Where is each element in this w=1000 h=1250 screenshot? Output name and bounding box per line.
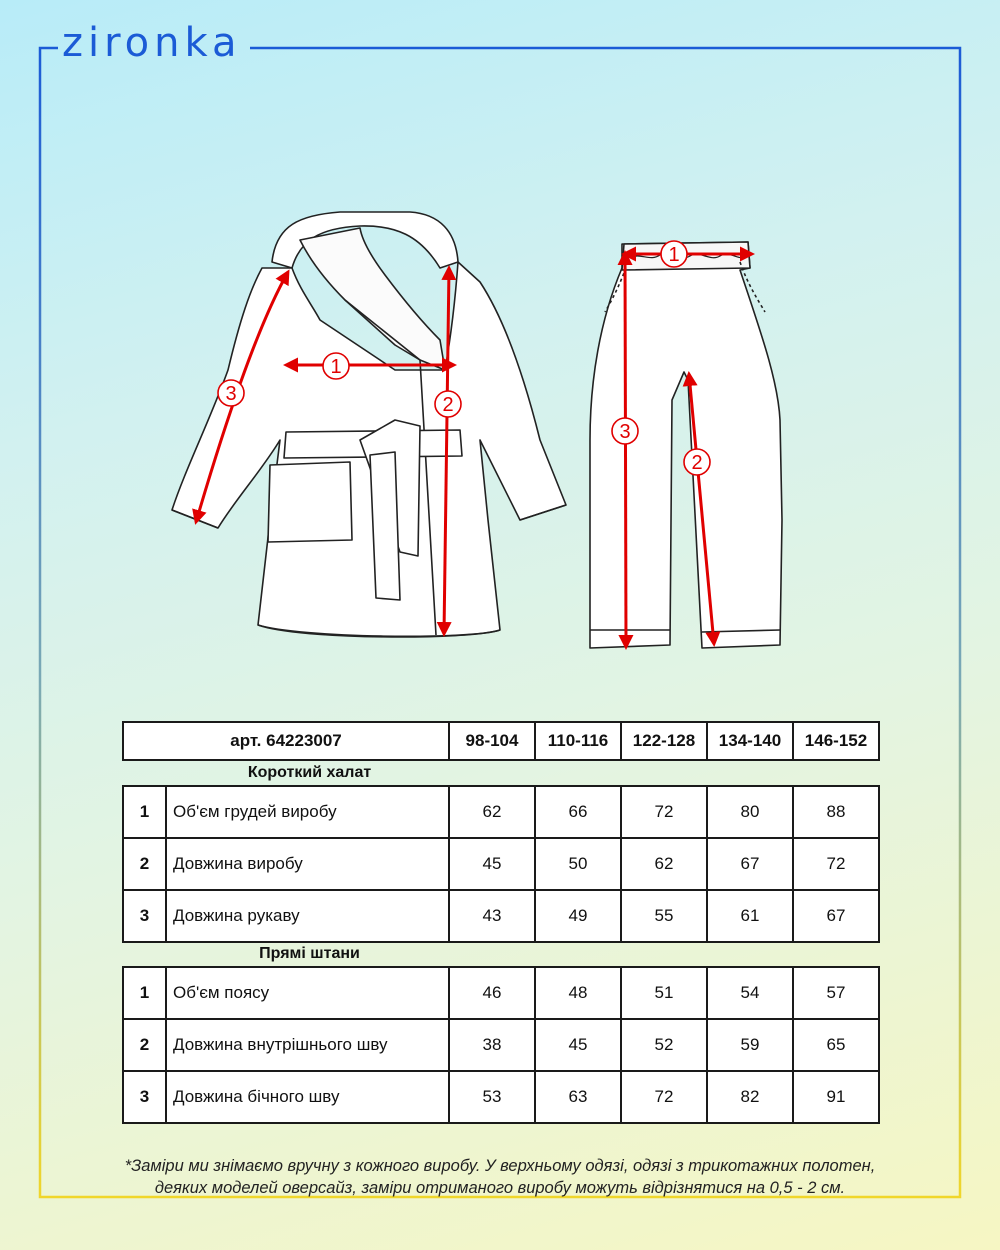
pants-outline [590, 242, 782, 648]
svg-text:1: 1 [330, 356, 342, 378]
measure-value: 38 [449, 1019, 535, 1071]
measure-label: Довжина бічного шву [166, 1071, 449, 1123]
measure-value: 45 [535, 1019, 621, 1071]
table-row [123, 838, 879, 890]
table-row [123, 786, 879, 838]
measure-label: Об'єм грудей виробу [166, 786, 449, 838]
row-number: 2 [123, 1019, 166, 1071]
measure-value: 63 [535, 1071, 621, 1123]
svg-text:3: 3 [225, 383, 237, 405]
measure-value: 67 [707, 838, 793, 890]
size-header: 122-128 [621, 722, 707, 760]
robe-size-table [122, 785, 880, 943]
row-number: 1 [123, 786, 166, 838]
table-row [123, 890, 879, 942]
measure-value: 66 [535, 786, 621, 838]
size-header: 134-140 [707, 722, 793, 760]
measure-value: 62 [449, 786, 535, 838]
svg-text:2: 2 [442, 394, 454, 416]
size-header-table [122, 721, 880, 761]
brand-logo: zironka [62, 20, 242, 66]
size-header: 110-116 [535, 722, 621, 760]
measure-value: 91 [793, 1071, 879, 1123]
measurement-footnote [30, 1155, 970, 1199]
footnote-line: *Заміри ми знімаємо вручну з кожного виробу. У верхньому одязі, одязі з трикотажних полотен, [124, 1157, 876, 1175]
measure-label: Довжина рукаву [166, 890, 449, 942]
measure-value: 59 [707, 1019, 793, 1071]
measure-value: 43 [449, 890, 535, 942]
measure-value: 61 [707, 890, 793, 942]
measure-value: 53 [449, 1071, 535, 1123]
svg-text:2: 2 [691, 452, 703, 474]
size-header: 98-104 [449, 722, 535, 760]
measure-value: 67 [793, 890, 879, 942]
robe-marker-1 [323, 353, 349, 379]
measure-value: 72 [793, 838, 879, 890]
measure-value: 80 [707, 786, 793, 838]
pants-section-title: Прямі штани [259, 945, 360, 962]
row-number: 1 [123, 967, 166, 1019]
robe-outline [172, 212, 566, 637]
measure-value: 57 [793, 967, 879, 1019]
measure-value: 54 [707, 967, 793, 1019]
robe-marker-3 [218, 380, 244, 406]
svg-text:3: 3 [619, 421, 631, 443]
row-number: 2 [123, 838, 166, 890]
robe-section-title: Короткий халат [247, 764, 372, 781]
size-header-row [123, 722, 879, 760]
measure-value: 48 [535, 967, 621, 1019]
pants-marker-2 [684, 449, 710, 475]
measure-value: 55 [621, 890, 707, 942]
table-row [123, 1071, 879, 1123]
measure-value: 52 [621, 1019, 707, 1071]
row-number: 3 [123, 1071, 166, 1123]
measure-value: 88 [793, 786, 879, 838]
measure-value: 65 [793, 1019, 879, 1071]
measure-value: 50 [535, 838, 621, 890]
table-row [123, 1019, 879, 1071]
measure-value: 62 [621, 838, 707, 890]
measure-value: 82 [707, 1071, 793, 1123]
pants-marker-1 [661, 241, 687, 267]
svg-text:1: 1 [668, 244, 680, 266]
measure-label: Об'єм поясу [166, 967, 449, 1019]
measure-value: 46 [449, 967, 535, 1019]
measure-value: 72 [621, 1071, 707, 1123]
measure-value: 45 [449, 838, 535, 890]
article-number: арт. 64223007 [123, 722, 449, 760]
table-row [123, 967, 879, 1019]
row-number: 3 [123, 890, 166, 942]
measure-value: 72 [621, 786, 707, 838]
pants-size-table [122, 966, 880, 1124]
measure-label: Довжина внутрішнього шву [166, 1019, 449, 1071]
measure-value: 51 [621, 967, 707, 1019]
measure-value: 49 [535, 890, 621, 942]
measure-label: Довжина виробу [166, 838, 449, 890]
pants-marker-3 [612, 418, 638, 444]
size-header: 146-152 [793, 722, 879, 760]
footnote-line: деяких моделей оверсайз, заміри отриманого виробу можуть відрізнятися на 0,5 - 2 см. [154, 1179, 846, 1197]
robe-marker-2 [435, 391, 461, 417]
pants-arrow-3 [625, 253, 626, 647]
